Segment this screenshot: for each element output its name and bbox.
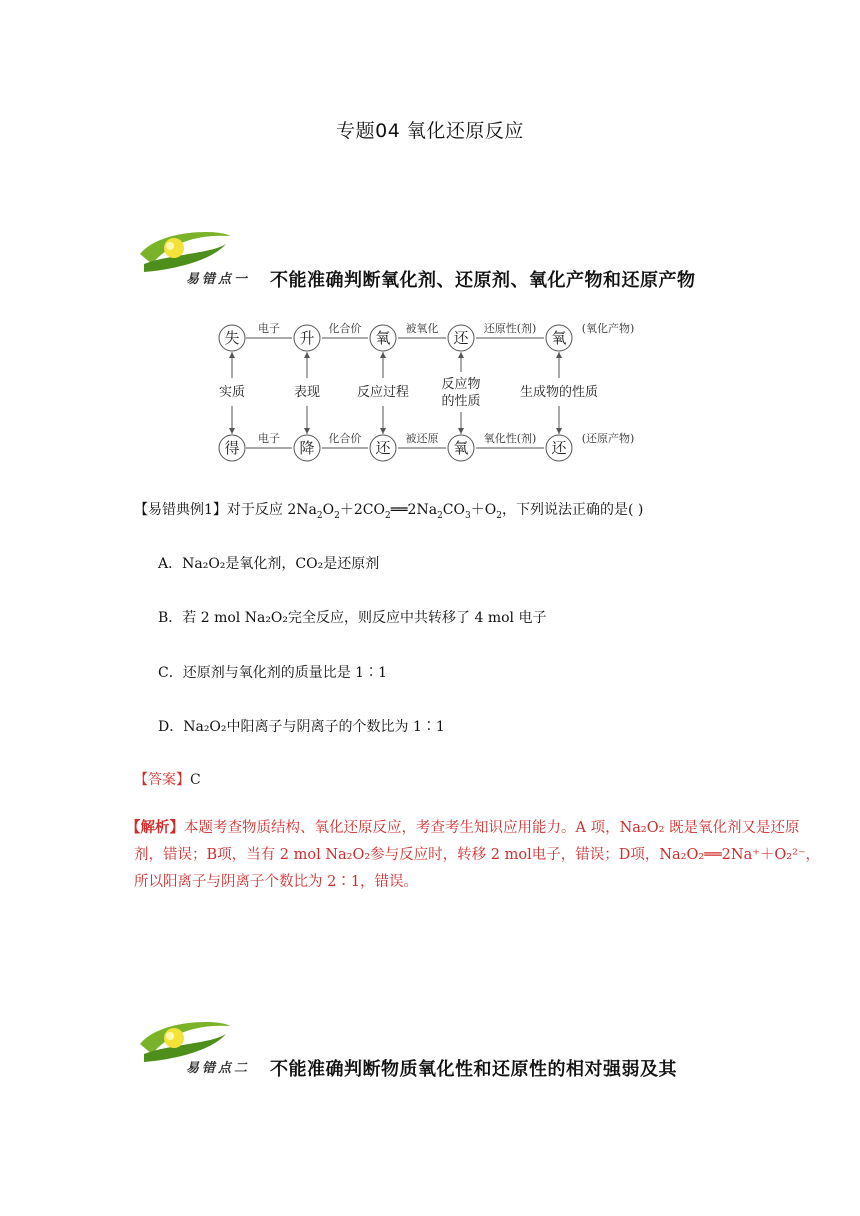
analysis-label: 【解析】	[126, 819, 184, 836]
section-heading: 不能准确判断氧化剂、还原剂、氧化产物和还原产物	[270, 270, 696, 291]
edge-top-2: 化合价	[328, 322, 362, 335]
answer-label: 【答案】	[134, 772, 190, 788]
edge-bottom-5: (还原产物)	[581, 432, 635, 445]
option-c: C．还原剂与氧化剂的质量比是 1∶1	[158, 665, 387, 681]
example-label: 【易错典例1】	[134, 502, 227, 518]
section-tag: 易错点一	[186, 272, 251, 287]
node-top-5: 氧	[551, 329, 567, 347]
analysis	[126, 814, 846, 896]
mid-label-manifest: 表现	[293, 385, 321, 400]
analysis-line-1: 【解析】本题考查物质结构、氧化还原反应，考查考生知识应用能力。A 项，Na₂O₂ 既是氧化剂又是还原	[126, 819, 800, 836]
section-tag: 易错点二	[186, 1061, 251, 1076]
mid-label-essence: 实质	[218, 385, 246, 400]
analysis-line-3: 所以阳离子与阴离子个数比为 2∶1，错误。	[134, 874, 419, 890]
node-bottom-3: 还	[375, 439, 391, 457]
redox-relationship-diagram	[210, 312, 640, 470]
node-bottom-2: 降	[299, 439, 315, 457]
question-prefix: 对于反应 2Na	[226, 502, 317, 518]
edge-top-1: 电子	[258, 322, 280, 335]
node-bottom-1: 得	[224, 439, 240, 457]
mid-label-process: 反应过程	[356, 385, 410, 400]
node-top-3: 氧	[375, 329, 391, 347]
edge-top-4: 还原性(剂)	[483, 322, 537, 335]
analysis-line-2: 剂，错误；B项，当有 2 mol Na₂O₂参与反应时，转移 2 mol电子，错误；D项，Na₂O₂══2Na⁺＋O₂²⁻，	[134, 847, 821, 863]
edge-top-5: (氧化产物)	[581, 322, 635, 335]
node-top-1: 失	[224, 329, 240, 347]
edge-bottom-4: 氧化性(剂)	[483, 432, 537, 445]
option-a: A．Na₂O₂是氧化剂，CO₂是还原剂	[158, 556, 380, 572]
section-heading: 不能准确判断物质氧化性和还原性的相对强弱及其	[270, 1059, 677, 1080]
node-bottom-4: 氧	[453, 439, 469, 457]
edge-top-3: 被氧化	[405, 322, 439, 335]
answer-value: C	[190, 772, 201, 788]
node-top-4: 还	[453, 329, 469, 347]
node-top-2: 升	[299, 329, 315, 347]
answer	[134, 769, 201, 789]
edge-bottom-2: 化合价	[328, 432, 362, 445]
page-title: 专题04 氧化还原反应	[336, 120, 524, 142]
edge-bottom-3: 被还原	[405, 432, 439, 445]
question-suffix: ，下列说法正确的是( )	[501, 502, 644, 518]
mid-label-reactant: 反应物	[441, 377, 481, 392]
mid-label-property: 的性质	[441, 394, 481, 409]
option-d: D．Na₂O₂中阳离子与阴离子的个数比为 1∶1	[158, 719, 445, 735]
mid-label-product: 生成物的性质	[519, 385, 599, 400]
node-bottom-5: 还	[551, 439, 567, 457]
edge-bottom-1: 电子	[258, 432, 280, 445]
example-question: 【易错典例1】对于反应 $2Na_2O_2+2CO_2══2Na_2CO_3+O_2$，下列说法正确的是( )	[134, 502, 644, 521]
option-b: B．若 2 mol Na₂O₂完全反应，则反应中共转移了 4 mol 电子	[158, 610, 547, 626]
